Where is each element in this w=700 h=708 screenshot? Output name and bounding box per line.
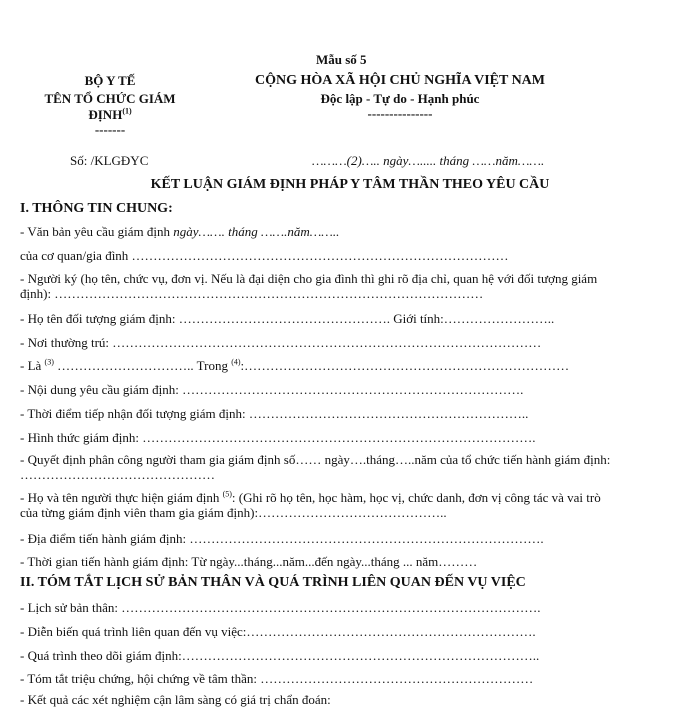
org-name-line2: ĐỊNH$^{(1)}$ (88, 106, 132, 122)
lab-results-field: - Kết quả các xét nghiệm cận lâm sàng có giá trị chẩn đoán: (20, 692, 331, 707)
observation-field: - Quá trình theo dõi giám định:……………………………………………………………………….. (20, 648, 540, 663)
org-name-line1: TÊN TỔ CHỨC GIÁM (44, 91, 176, 106)
subject-name-field: - Họ tên đối tượng giám định: …………………………………………. Giới tính:…………………….. (20, 311, 555, 326)
document-number: Số: /KLGĐYC (70, 153, 149, 168)
section1-heading: I. THÔNG TIN CHUNG: (20, 201, 173, 216)
org-divider: ------- (94, 122, 126, 137)
section2-heading: II. TÓM TẮT LỊCH SỬ BẢN THÂN VÀ QUÁ TRÌNH LIÊN QUAN ĐẾN VỤ VIỆC (20, 575, 526, 590)
request-agency-line: của cơ quan/gia đình …………………………………………………………………………… (20, 248, 509, 263)
history-field: - Lịch sử bản thân: ……………………………………………………………………………………. (20, 600, 541, 615)
duration-field: - Thời gian tiến hành giám định: Từ ngày...tháng...năm...đến ngày...tháng ... năm……… (20, 554, 478, 569)
date-line: ………(2)….. ngày…..... tháng ……năm……. (312, 153, 545, 168)
form-number: Mẫu số 5 (316, 52, 367, 67)
requester-field: - Người ký (họ tên, chức vụ, đơn vị. Nếu là đại diện cho gia đình thì ghi rõ địa chỉ, quan hệ với đối tượng giám định): ……………………………………………………………………………………… (20, 271, 598, 301)
decision-field: - Quyết định phân công người tham gia giám định số…… ngày….tháng…..năm của tổ chức tiến hành giám định: ……………………………………… (20, 452, 611, 482)
country-name: CỘNG HÒA XÃ HỘI CHỦ NGHĨA VIỆT NAM (254, 73, 545, 88)
role-field: - Là $^{(3)}$ ………………………….. Trong $^{(4)}$:………………………………………………………………… (20, 357, 570, 373)
motto: Độc lập - Tự do - Hạnh phúc (320, 91, 480, 106)
examiner-field: - Họ và tên người thực hiện giám định $^{(5)}$: (Ghi rõ họ tên, học hàm, học vị, chức danh, đơn vị công tác và vai trò của từng giám định viên tham gia giám định):…………………………………….. (20, 489, 601, 520)
request-document-line: - Văn bản yêu cầu giám định ngày……. tháng …….năm…….. (20, 224, 340, 239)
residence-field: - Nơi thường trú: ……………………………………………………………………………………… (20, 335, 542, 350)
examination-form-field: - Hình thức giám định: ………………………………………………………………………………. (20, 430, 536, 445)
location-field: - Địa điểm tiến hành giám định: ………………………………………………………………………. (20, 531, 544, 546)
ministry-name: BỘ Y TẾ (84, 73, 136, 88)
symptoms-field: - Tóm tắt triệu chứng, hội chứng về tâm thần: ……………………………………………………… (20, 671, 534, 686)
receive-time-field: - Thời điểm tiếp nhận đối tượng giám định: ……………………………………………………….. (20, 406, 529, 421)
motto-divider: --------------- (367, 106, 433, 121)
request-content-field: - Nội dung yêu cầu giám định: ……………………………………………………………………. (20, 382, 524, 397)
progress-field: - Diễn biến quá trình liên quan đến vụ việc:…………………………………………………………. (20, 624, 536, 639)
document-title: KẾT LUẬN GIÁM ĐỊNH PHÁP Y TÂM THẦN THEO YÊU CẦU (150, 177, 550, 192)
